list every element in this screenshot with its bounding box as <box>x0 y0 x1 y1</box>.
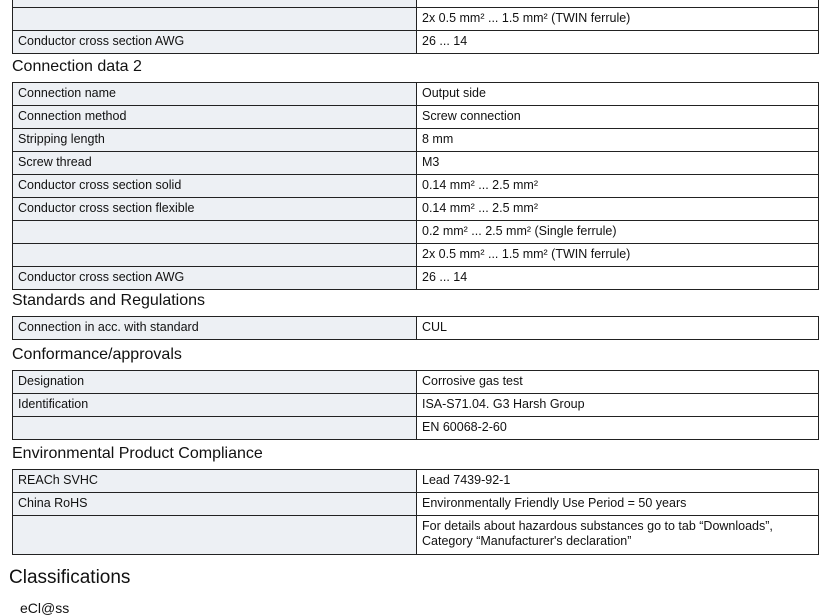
table-row <box>13 175 819 198</box>
row-value: CUL <box>417 317 819 340</box>
row-value: EN 60068-2-60 <box>417 417 819 440</box>
table-row <box>13 267 819 290</box>
conformance-table <box>12 370 819 440</box>
table-row <box>13 221 819 244</box>
row-key: Designation <box>13 371 417 394</box>
section-heading-conformance: Conformance/approvals <box>12 346 182 363</box>
row-key <box>13 0 417 8</box>
section-heading-standards: Standards and Regulations <box>12 292 206 309</box>
row-value: Lead 7439-92-1 <box>417 470 819 493</box>
row-key <box>13 417 417 440</box>
table-row <box>13 198 819 221</box>
row-key: Conductor cross section solid <box>13 175 417 198</box>
row-value: Environmentally Friendly Use Period = 50 years <box>417 493 819 516</box>
table-row <box>13 31 819 54</box>
row-key: Stripping length <box>13 129 417 152</box>
row-value: For details about hazardous substances go to tab “Downloads”, Category “Manufacturer's declaration” <box>417 516 819 555</box>
table-row <box>13 516 819 555</box>
row-value: 26 ... 14 <box>417 31 819 54</box>
row-value: 8 mm <box>417 129 819 152</box>
row-value: ISA-S71.04. G3 Harsh Group <box>417 394 819 417</box>
connection-data-1-table <box>12 0 819 54</box>
standards-table <box>12 316 819 340</box>
row-key: Connection method <box>13 106 417 129</box>
row-value: Corrosive gas test <box>417 371 819 394</box>
row-value: 0.14 mm² ... 2.5 mm² <box>417 198 819 221</box>
row-key: China RoHS <box>13 493 417 516</box>
row-value: 0.2 mm² ... 2.5 mm² (Single ferrule) <box>417 221 819 244</box>
row-value <box>417 0 819 8</box>
table-row <box>13 394 819 417</box>
row-value: M3 <box>417 152 819 175</box>
row-key: Conductor cross section AWG <box>13 31 417 54</box>
environmental-table <box>12 469 819 555</box>
row-key: Connection in acc. with standard <box>13 317 417 340</box>
row-key: Connection name <box>13 83 417 106</box>
table-row <box>13 106 819 129</box>
table-row <box>13 493 819 516</box>
row-value: Output side <box>417 83 819 106</box>
table-row <box>13 129 819 152</box>
section-heading-connection-data-2: Connection data 2 <box>12 58 142 75</box>
row-value: 2x 0.5 mm² ... 1.5 mm² (TWIN ferrule) <box>417 244 819 267</box>
row-key <box>13 221 417 244</box>
table-row <box>13 83 819 106</box>
row-key <box>13 8 417 31</box>
table-row <box>13 371 819 394</box>
table-row <box>13 470 819 493</box>
row-value: Screw connection <box>417 106 819 129</box>
table-row <box>13 317 819 340</box>
row-key: REACh SVHC <box>13 470 417 493</box>
row-value: 0.14 mm² ... 2.5 mm² <box>417 175 819 198</box>
table-row <box>13 244 819 267</box>
row-value: 2x 0.5 mm² ... 1.5 mm² (TWIN ferrule) <box>417 8 819 31</box>
row-key <box>13 244 417 267</box>
row-key: Identification <box>13 394 417 417</box>
table-row <box>13 152 819 175</box>
classification-subheading: eCl@ss <box>20 600 70 616</box>
row-value: 26 ... 14 <box>417 267 819 290</box>
row-key: Screw thread <box>13 152 417 175</box>
table-row <box>13 417 819 440</box>
classifications-heading: Classifications <box>9 567 131 588</box>
table-row <box>13 8 819 31</box>
table-row <box>13 0 819 8</box>
row-key: Conductor cross section AWG <box>13 267 417 290</box>
row-key <box>13 516 417 555</box>
connection-data-2-table <box>12 82 819 290</box>
section-heading-environmental: Environmental Product Compliance <box>12 445 263 462</box>
row-key: Conductor cross section flexible <box>13 198 417 221</box>
